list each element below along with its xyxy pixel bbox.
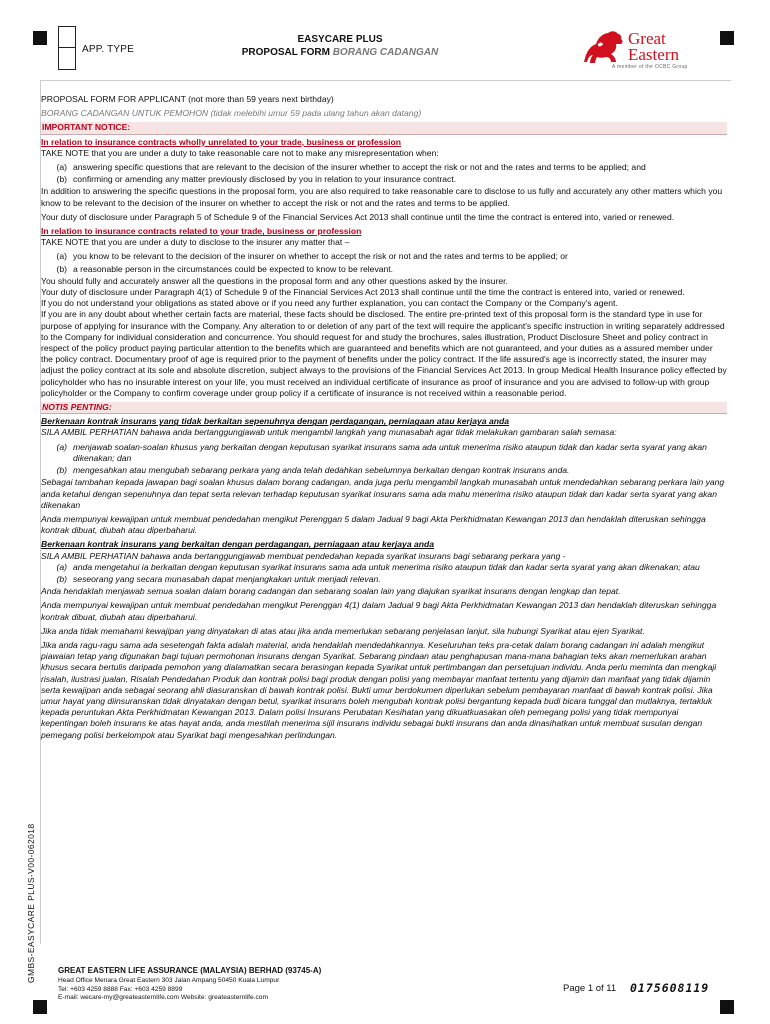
app-type-label: APP. TYPE xyxy=(82,44,135,55)
app-type-checkbox[interactable] xyxy=(58,26,76,70)
section-heading-unrelated: In relation to insurance contracts wholly unrelated to your trade, business or profession xyxy=(41,136,402,147)
section-heading-related: In relation to insurance contracts related to your trade, business or profession xyxy=(41,226,362,237)
important-notice-heading: IMPORTANT NOTICE: xyxy=(41,122,727,134)
logo-word-great: Great xyxy=(628,29,666,48)
list-item: (b) seseorang yang secara munasabah dapat menjangkakan untuk menjadi relevan. xyxy=(56,573,381,584)
paragraph: SILA AMBIL PERHATIAN bahawa anda bertanggungjawab membuat pendedahan kepada syarikat insurans bagi sebarang perkara yang - xyxy=(41,550,566,561)
paragraph: Your duty of disclosure under Paragraph 5 of Schedule 9 of the Financial Services Act 2013 shall continue until the time the contract is entered into, varied or renewed. xyxy=(41,211,675,222)
form-title-en: PROPOSAL FORM xyxy=(241,47,330,58)
paragraph: You should fully and accurately answer all the questions in the proposal form and any other questions asked by the insurer. xyxy=(41,275,508,286)
list-item: (a) menjawab soalan-soalan khusus yang berkaitan dengan keputusan syarikat insurans sama ada untuk menerima risiko ataupun tidak dan kadar serta syarat yang akan dikenakan; dan xyxy=(56,441,707,463)
registration-mark-bottom-right xyxy=(720,1000,734,1014)
paragraph: In addition to answering the specific questions in the proposal form, you are also required to take reasonable care to disclose to us fully and accurately any other matters which you know to be relevant to the decision of the insurer on whether to accept the risk or not and the rates and terms to be applied. xyxy=(41,186,723,208)
paragraph: If you are in any doubt about whether certain facts are material, these facts should be disclosed. The entire pre-printed text of this proposal form is the standard type in use for purpose of applying for insurance with the Company. Any alteration to or deletion of any part of the text will require the applicant's specific instruction in writing separately addressed to the Company for individual consideration and concurrence. You should request for and study the brochures, sales illustration, Product Disclosure Sheet and policy contract in respect of the policy product paying particular attention to the benefits which are guaranteed and benefits which are not guaranteed, and your duties as a assured member under the policy contract. Documentary proof of age is required prior to the payment of benefits under the policy contract. If the life assured's age is incorrectly stated, the insurer may adjust the policy contract at its sole and absolute discretion, subject always to the provisions of the Financial Services Act 2013. In group Medical Health Insurance policy effected by policyholder who has no insurable interest on your life, you must received an individual certificate of insurance as proof of insurance and you are advised to follow-up with group policyholder or the Company to confirm coverage under group policy if a certificate of insurance is not received within a reasonable period. xyxy=(41,309,727,398)
list-item: (b) mengesahkan atau mengubah sebarang perkara yang anda telah dedahkan sebelumnya berkaitan dengan kontrak insurans anda. xyxy=(56,465,570,476)
form-title xyxy=(230,33,450,59)
intro-title-my: BORANG CADANGAN UNTUK PEMOHON (tidak melebihi umur 59 pada ulang tahun akan datang) xyxy=(41,108,422,119)
section-heading-berkaitan: Berkenaan kontrak insurans yang berkaitan dengan perdagangan, perniagaan atau kerjaya anda xyxy=(41,539,435,550)
list-item: (a) answering specific questions that are relevant to the decision of the insurer whether to accept the risk or not and the rates and terms to be applied; and xyxy=(56,162,646,173)
list-item: (b) a reasonable person in the circumstances could be expected to know to be relevant. xyxy=(56,263,394,274)
paragraph: SILA AMBIL PERHATIAN bahawa anda bertanggungjawab untuk mengambil langkah yang munasabah agar tidak melakukan gambaran salah semasa: xyxy=(41,427,617,438)
paragraph: Jika anda tidak memahami kewajipan yang dinyatakan di atas atau jika anda memerlukan sebarang penjelasan lanjut, sila hubungi Syarikat atau ejen Syarikat. xyxy=(41,625,645,636)
paragraph: Anda hendaklah menjawab semua soalan dalam borang cadangan dan sebarang soalan lain yang diajukan syarikat insurans dengan lengkap dan tepat. xyxy=(41,586,621,597)
page-number: Page 1 of 11 xyxy=(563,983,617,994)
document-code: 0175608119 xyxy=(630,981,710,995)
paragraph: TAKE NOTE that you are under a duty to disclose to the insurer any matter that – xyxy=(41,237,350,248)
form-title-my: BORANG CADANGAN xyxy=(332,47,439,58)
footer-company-name: GREAT EASTERN LIFE ASSURANCE (MALAYSIA) BERHAD (93745-A) xyxy=(58,966,322,975)
list-item: (b) confirming or amending any matter previously disclosed by you in relation to your insurance contract. xyxy=(56,174,457,185)
paragraph: If you do not understand your obligations as stated above or if you need any further explanation, you can contact the Company or the Company's agent. xyxy=(41,298,618,309)
lion-icon xyxy=(584,31,623,63)
paragraph: Your duty of disclosure under Paragraph 4(1) of Schedule 9 of the Financial Services Act 2013 shall continue until the time the contract is entered into, varied or renewed. xyxy=(41,287,685,298)
registration-mark-bottom-left xyxy=(33,1000,47,1014)
intro-title-en: PROPOSAL FORM FOR APPLICANT (not more than 59 years next birthday) xyxy=(41,94,334,104)
footer-contact xyxy=(58,977,279,1003)
footer-email: E-mail: wecare-my@greateasternlife.com Website: greateasternlife.com xyxy=(58,994,268,1002)
product-name: EASYCARE PLUS xyxy=(297,34,383,45)
paragraph: TAKE NOTE that you are under a duty to take reasonable care not to make any misrepresentation when: xyxy=(41,147,439,158)
list-item: (a) you know to be relevant to the decision of the insurer on whether to accept the risk or not and the rates and terms to be applied; or xyxy=(56,251,568,262)
paragraph: Jika anda ragu-ragu sama ada sesetengah fakta adalah material, anda hendaklah mendedahkannya. Keseluruhan teks pra-cetak dalam borang cadangan ini adalah mengikut piawaian tetap yang digunakan bagi tujuan permohonan insurans dengan Syarikat. Sebarang pindaan atau penghapusan mana-mana bahagian teks akan memerlukan arahan khusus secara bertulis daripada pemohon yang dialamatkan secara berasingan kepada Syarikat untuk pertimbangan dan persetujuan individu. Anda perlu meminta dan mengkaji risalah, ilustrasi jualan, Risalah Pendedahan Produk dan kontrak polisi bagi produk dengan polisi yang membayar manfaat tertentu yang dijamin dan manfaat yang tidak dijamin serta kewajipan anda sebagai seorang ahli diasuranskan di bawah kontrak polisi. Bukti umur berdokumen diperlukan sebelum pembayaran manfaat di bawah kontrak polisi. Jika umur hayat yang diinsuranskan tidak dinyatakan dengan betul, syarikat insurans boleh mengubah kontrak polisi bergantung kepada budi bicara tunggal dan mutlaknya, tertakluk kepada peruntukan Akta Perkhidmatan Kewangan 2013. Dalam polisi Insurans Perubatan Kesihatan yang dikuatkuasakan oleh pemegang polisi yang tidak mempunyai kepentingan boleh insurans ke atas hayat anda, anda mestilah menerima sijil insurans individu sebagai bukti insurans dan anda dinasihatkan untuk membuat susulan dengan pemegang polisi berkelompok atau Syarikat bagi mengesahkan perlindungan. xyxy=(41,639,717,740)
notice-body xyxy=(41,94,727,744)
notis-penting-heading: NOTIS PENTING: xyxy=(41,402,727,414)
paragraph: Anda mempunyai kewajipan untuk membuat pendedahan mengikut Perenggan 4(1) dalam Jadual 9 bagi Akta Perkhidmatan Kewangan 2013 dan hendaklah diteruskan sehingga kontrak dibuat, diubah atau diperbaharui. xyxy=(41,600,717,622)
paragraph: Sebagai tambahan kepada jawapan bagi soalan khusus dalam borang cadangan, anda juga perlu mengambil langkah munasabah untuk mendedahkan sebarang perkara lain yang anda ketahui dengan sepenuhnya dan tepat serta relevan terhadap keputusan syarikat insurans sama ada mahu menerima risiko ataupun tidak dan kadar serta syarat yang akan dikenakan xyxy=(41,477,725,510)
logo-tagline: A member of the OCBC Group xyxy=(612,64,688,70)
logo-word-eastern: Eastern xyxy=(628,45,679,64)
footer-address: Head Office Menara Great Eastern 303 Jalan Ampang 50450 Kuala Lumpur xyxy=(58,977,280,984)
form-code-vertical: GMBS-EASYCARE PLUS-V00-062018 xyxy=(26,823,36,983)
list-item: (a) anda mengetahui ia berkaitan dengan keputusan syarikat insurans sama ada untuk menerima risiko ataupun tidak dan kadar serta syarat yang akan dikenakan; atau xyxy=(56,561,700,572)
registration-mark-top-left xyxy=(33,31,47,45)
registration-mark-top-right xyxy=(720,31,734,45)
footer-phone: Tel: +603 4259 8888 Fax: +603 4259 8899 xyxy=(58,985,183,993)
paragraph: Anda mempunyai kewajipan untuk membuat pendedahan mengikut Perenggan 5 dalam Jadual 9 bagi Akta Perkhidmatan Kewangan 2013 dan hendaklah diteruskan sehingga kontrak dibuat, diubah atau diperbaharui. xyxy=(41,513,706,536)
section-heading-tidak-berkaitan: Berkenaan kontrak insurans yang tidak berkaitan sepenuhnya dengan perdagangan, perniagaan atau kerjaya anda xyxy=(41,416,510,427)
